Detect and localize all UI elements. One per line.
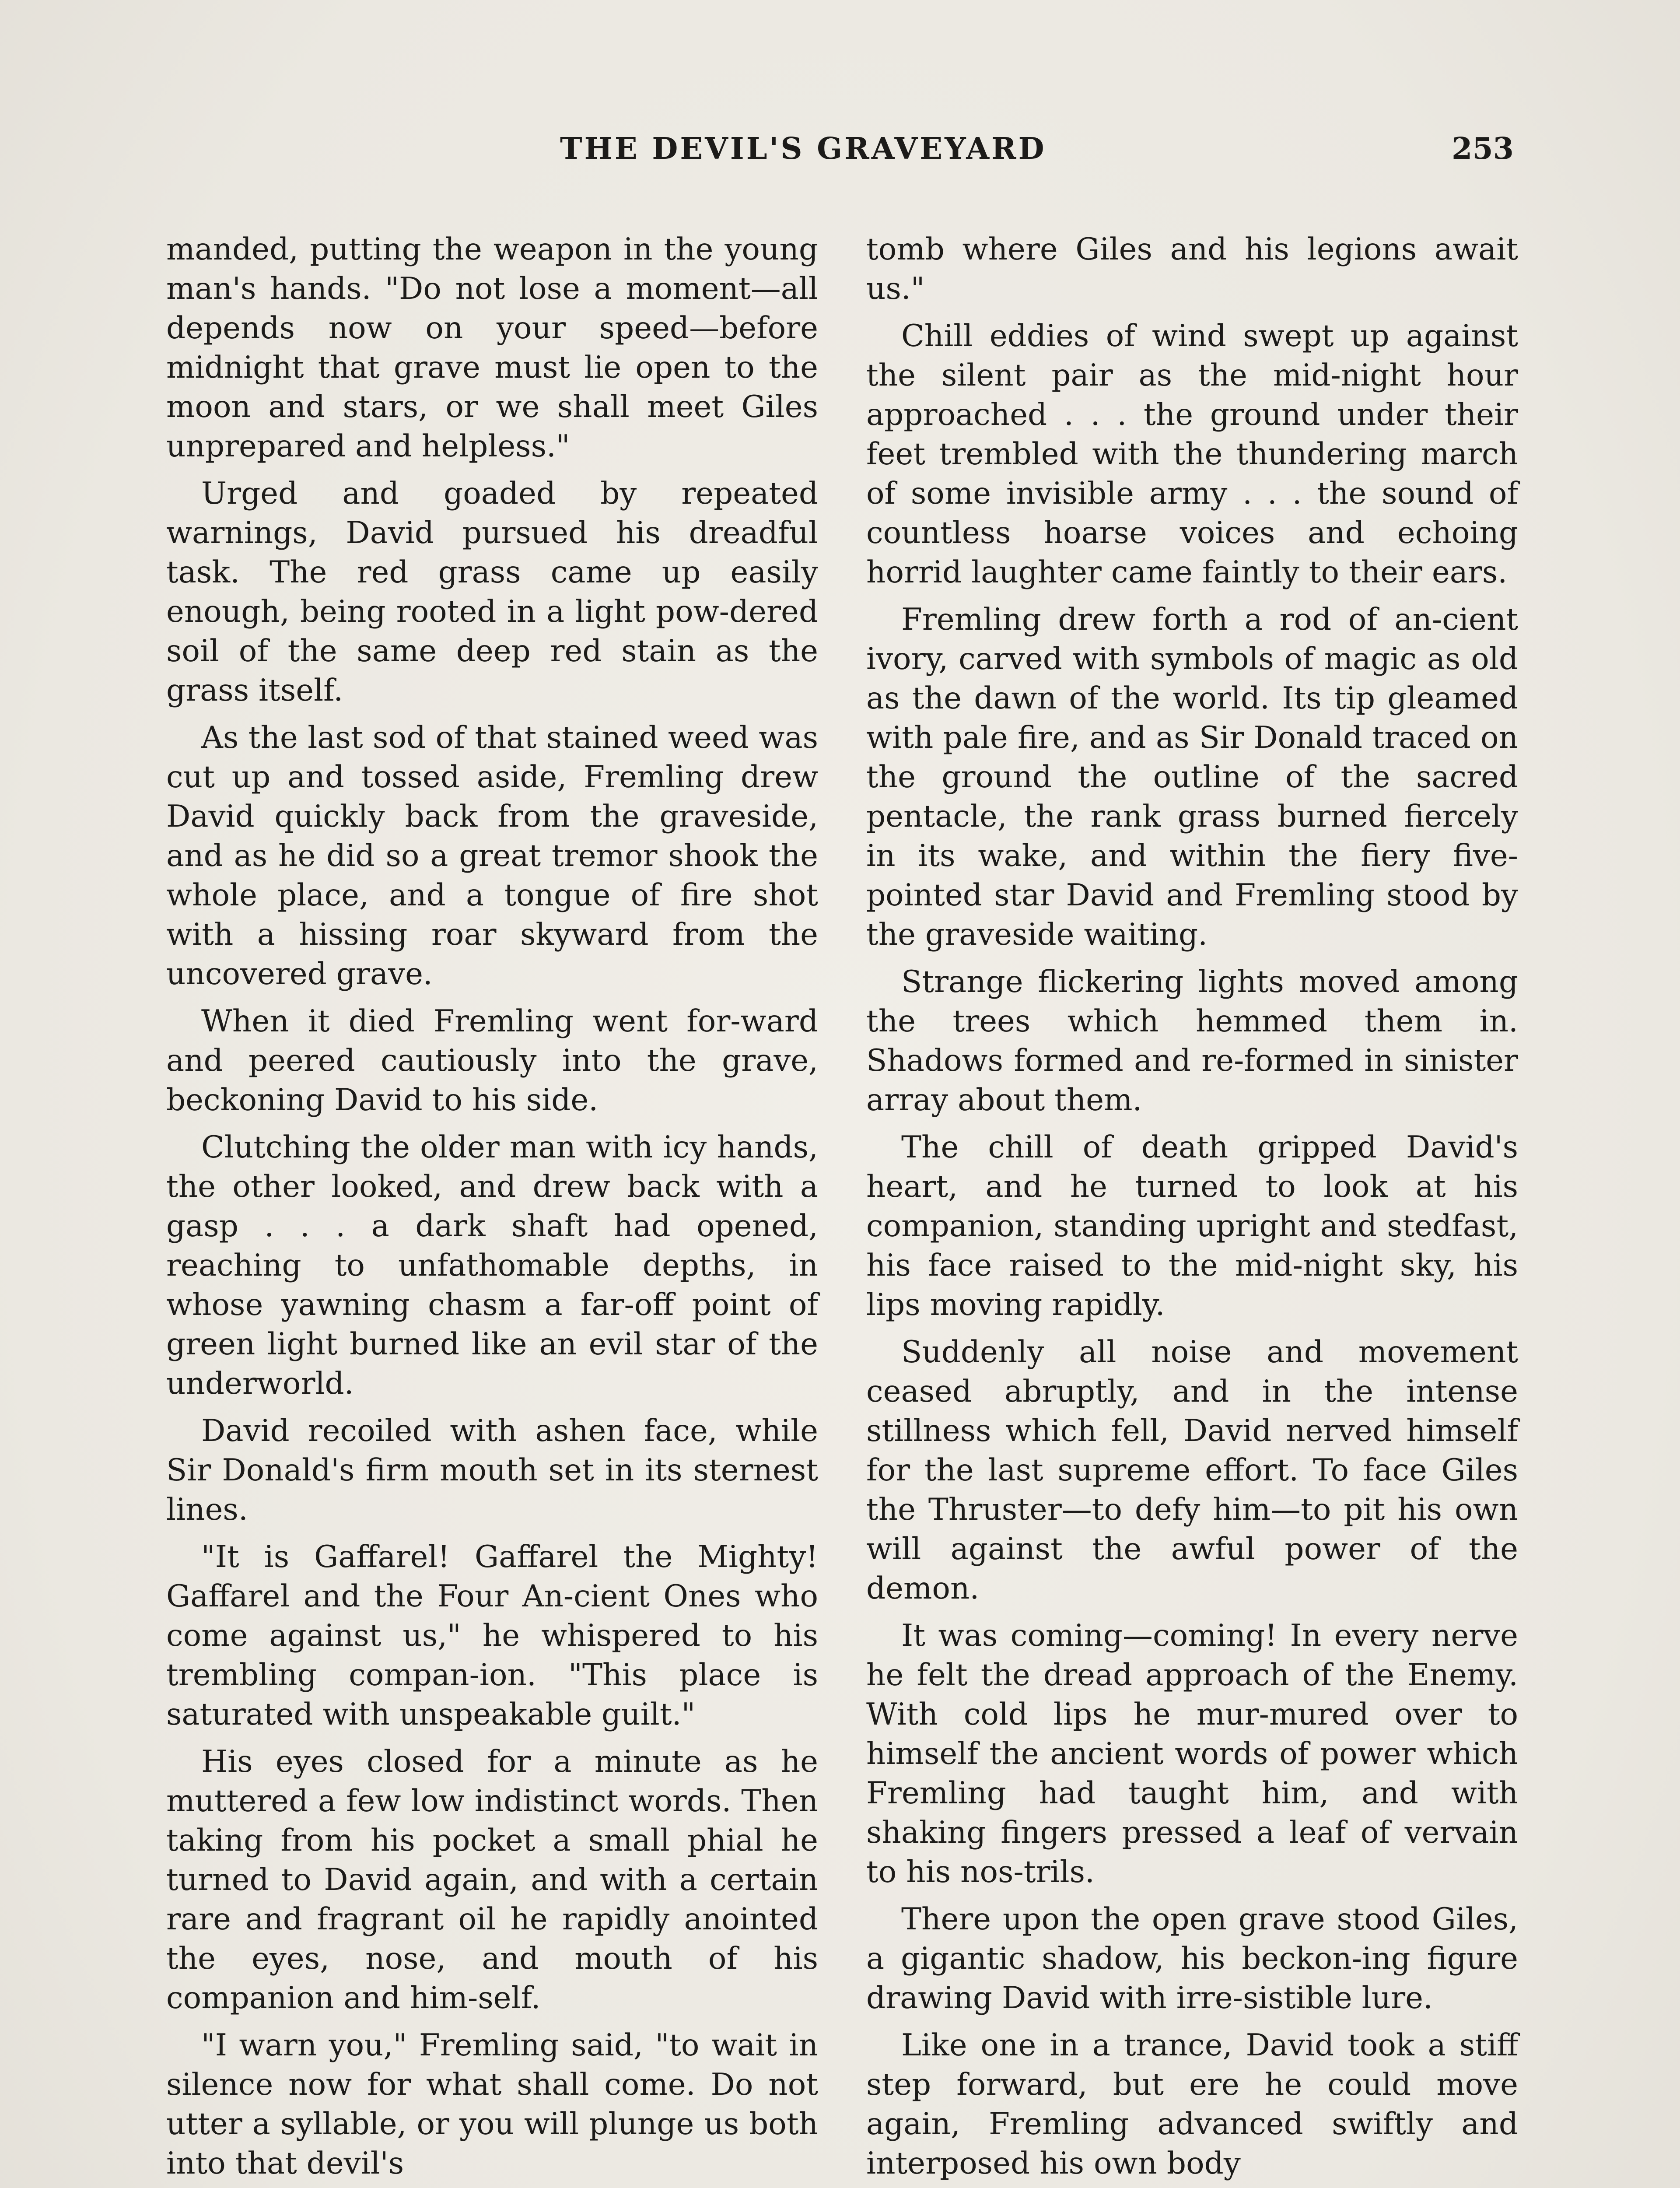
paragraph: David recoiled with ashen face, while Sir Donald's firm mouth set in its sternest lines. (166, 1413, 818, 1527)
paragraph: When it died Fremling went for-ward and peered cautiously into the grave, beckoning David to his side. (166, 1004, 818, 1118)
paragraph: Chill eddies of wind swept up against the silent pair as the mid-night hour approached . . . the ground under their feet trembled with the thundering march of some invisible army . . . the sound of countless hoarse voices and echoing horrid laughter came faintly to their ears. (866, 319, 1518, 590)
paragraph: "It is Gaffarel! Gaffarel the Mighty! Gaffarel and the Four An-cient Ones who come against us," he whispered to his trembling compan-ion. "This place is saturated with unspeakable guilt." (166, 1539, 818, 1732)
paragraph: As the last sod of that stained weed was cut up and tossed aside, Fremling drew David quickly back from the graveside, and as he did so a great tremor shook the whole place, and a tongue of fire shot with a hissing roar skyward from the uncovered grave. (166, 720, 818, 992)
running-title: THE DEVIL'S GRAVEYARD (560, 131, 1046, 166)
paragraph: Strange flickering lights moved among the trees which hemmed them in. Shadows formed and re-formed in sinister array about them. (866, 964, 1518, 1118)
paragraph: Clutching the older man with icy hands, the other looked, and drew back with a gasp . . . a dark shaft had opened, reaching to unfathomable depths, in whose yawning chasm a far-off point of green light burned like an evil star of the underworld. (166, 1130, 818, 1401)
page-number: 253 (1452, 131, 1514, 166)
paragraph: Suddenly all noise and movement ceased abruptly, and in the intense stillness which fell, David nerved himself for the last supreme effort. To face Giles the Thruster—to defy him—to pit his own will against the awful power of the demon. (866, 1335, 1518, 1606)
paragraph: manded, putting the weapon in the young man's hands. "Do not lose a moment—all depends now on your speed—before midnight that grave must lie open to the moon and stars, or we shall meet Giles unprepared and helpless." (166, 232, 818, 464)
paragraph: Urged and goaded by repeated warnings, David pursued his dreadful task. The red grass came up easily enough, being rooted in a light pow-dered soil of the same deep red stain as the grass itself. (166, 476, 818, 708)
running-head (166, 131, 1514, 184)
paragraph: Like one in a trance, David took a stiff step forward, but ere he could move again, Fremling advanced swiftly and interposed his own body (866, 2028, 1518, 2181)
paragraph: tomb where Giles and his legions await us." (866, 232, 1518, 306)
paragraph: The chill of death gripped David's heart, and he turned to look at his companion, standing upright and stedfast, his face raised to the mid-night sky, his lips moving rapidly. (866, 1130, 1518, 1322)
paragraph: "I warn you," Fremling said, "to wait in silence now for what shall come. Do not utter a syllable, or you will plunge us both into that devil's (166, 2028, 818, 2181)
paragraph: It was coming—coming! In every nerve he felt the dread approach of the Enemy. With cold lips he mur-mured over to himself the ancient words of power which Fremling had taught him, and with shaking fingers pressed a leaf of vervain to his nos-trils. (866, 1618, 1518, 1890)
paragraph: There upon the open grave stood Giles, a gigantic shadow, his beckon-ing figure drawing David with irre-sistible lure. (866, 1902, 1518, 2016)
paragraph: His eyes closed for a minute as he muttered a few low indistinct words. Then taking from his pocket a small phial he turned to David again, and with a certain rare and fragrant oil he rapidly anointed the eyes, nose, and mouth of his companion and him-self. (166, 1744, 818, 2016)
paragraph: Fremling drew forth a rod of an-cient ivory, carved with symbols of magic as old as the dawn of the world. Its tip gleamed with pale fire, and as Sir Donald traced on the ground the outline of the sacred pentacle, the rank grass burned fiercely in its wake, and within the fiery five-pointed star David and Fremling stood by the graveside waiting. (866, 602, 1518, 952)
left-column (166, 230, 818, 2188)
right-column (866, 230, 1518, 2188)
